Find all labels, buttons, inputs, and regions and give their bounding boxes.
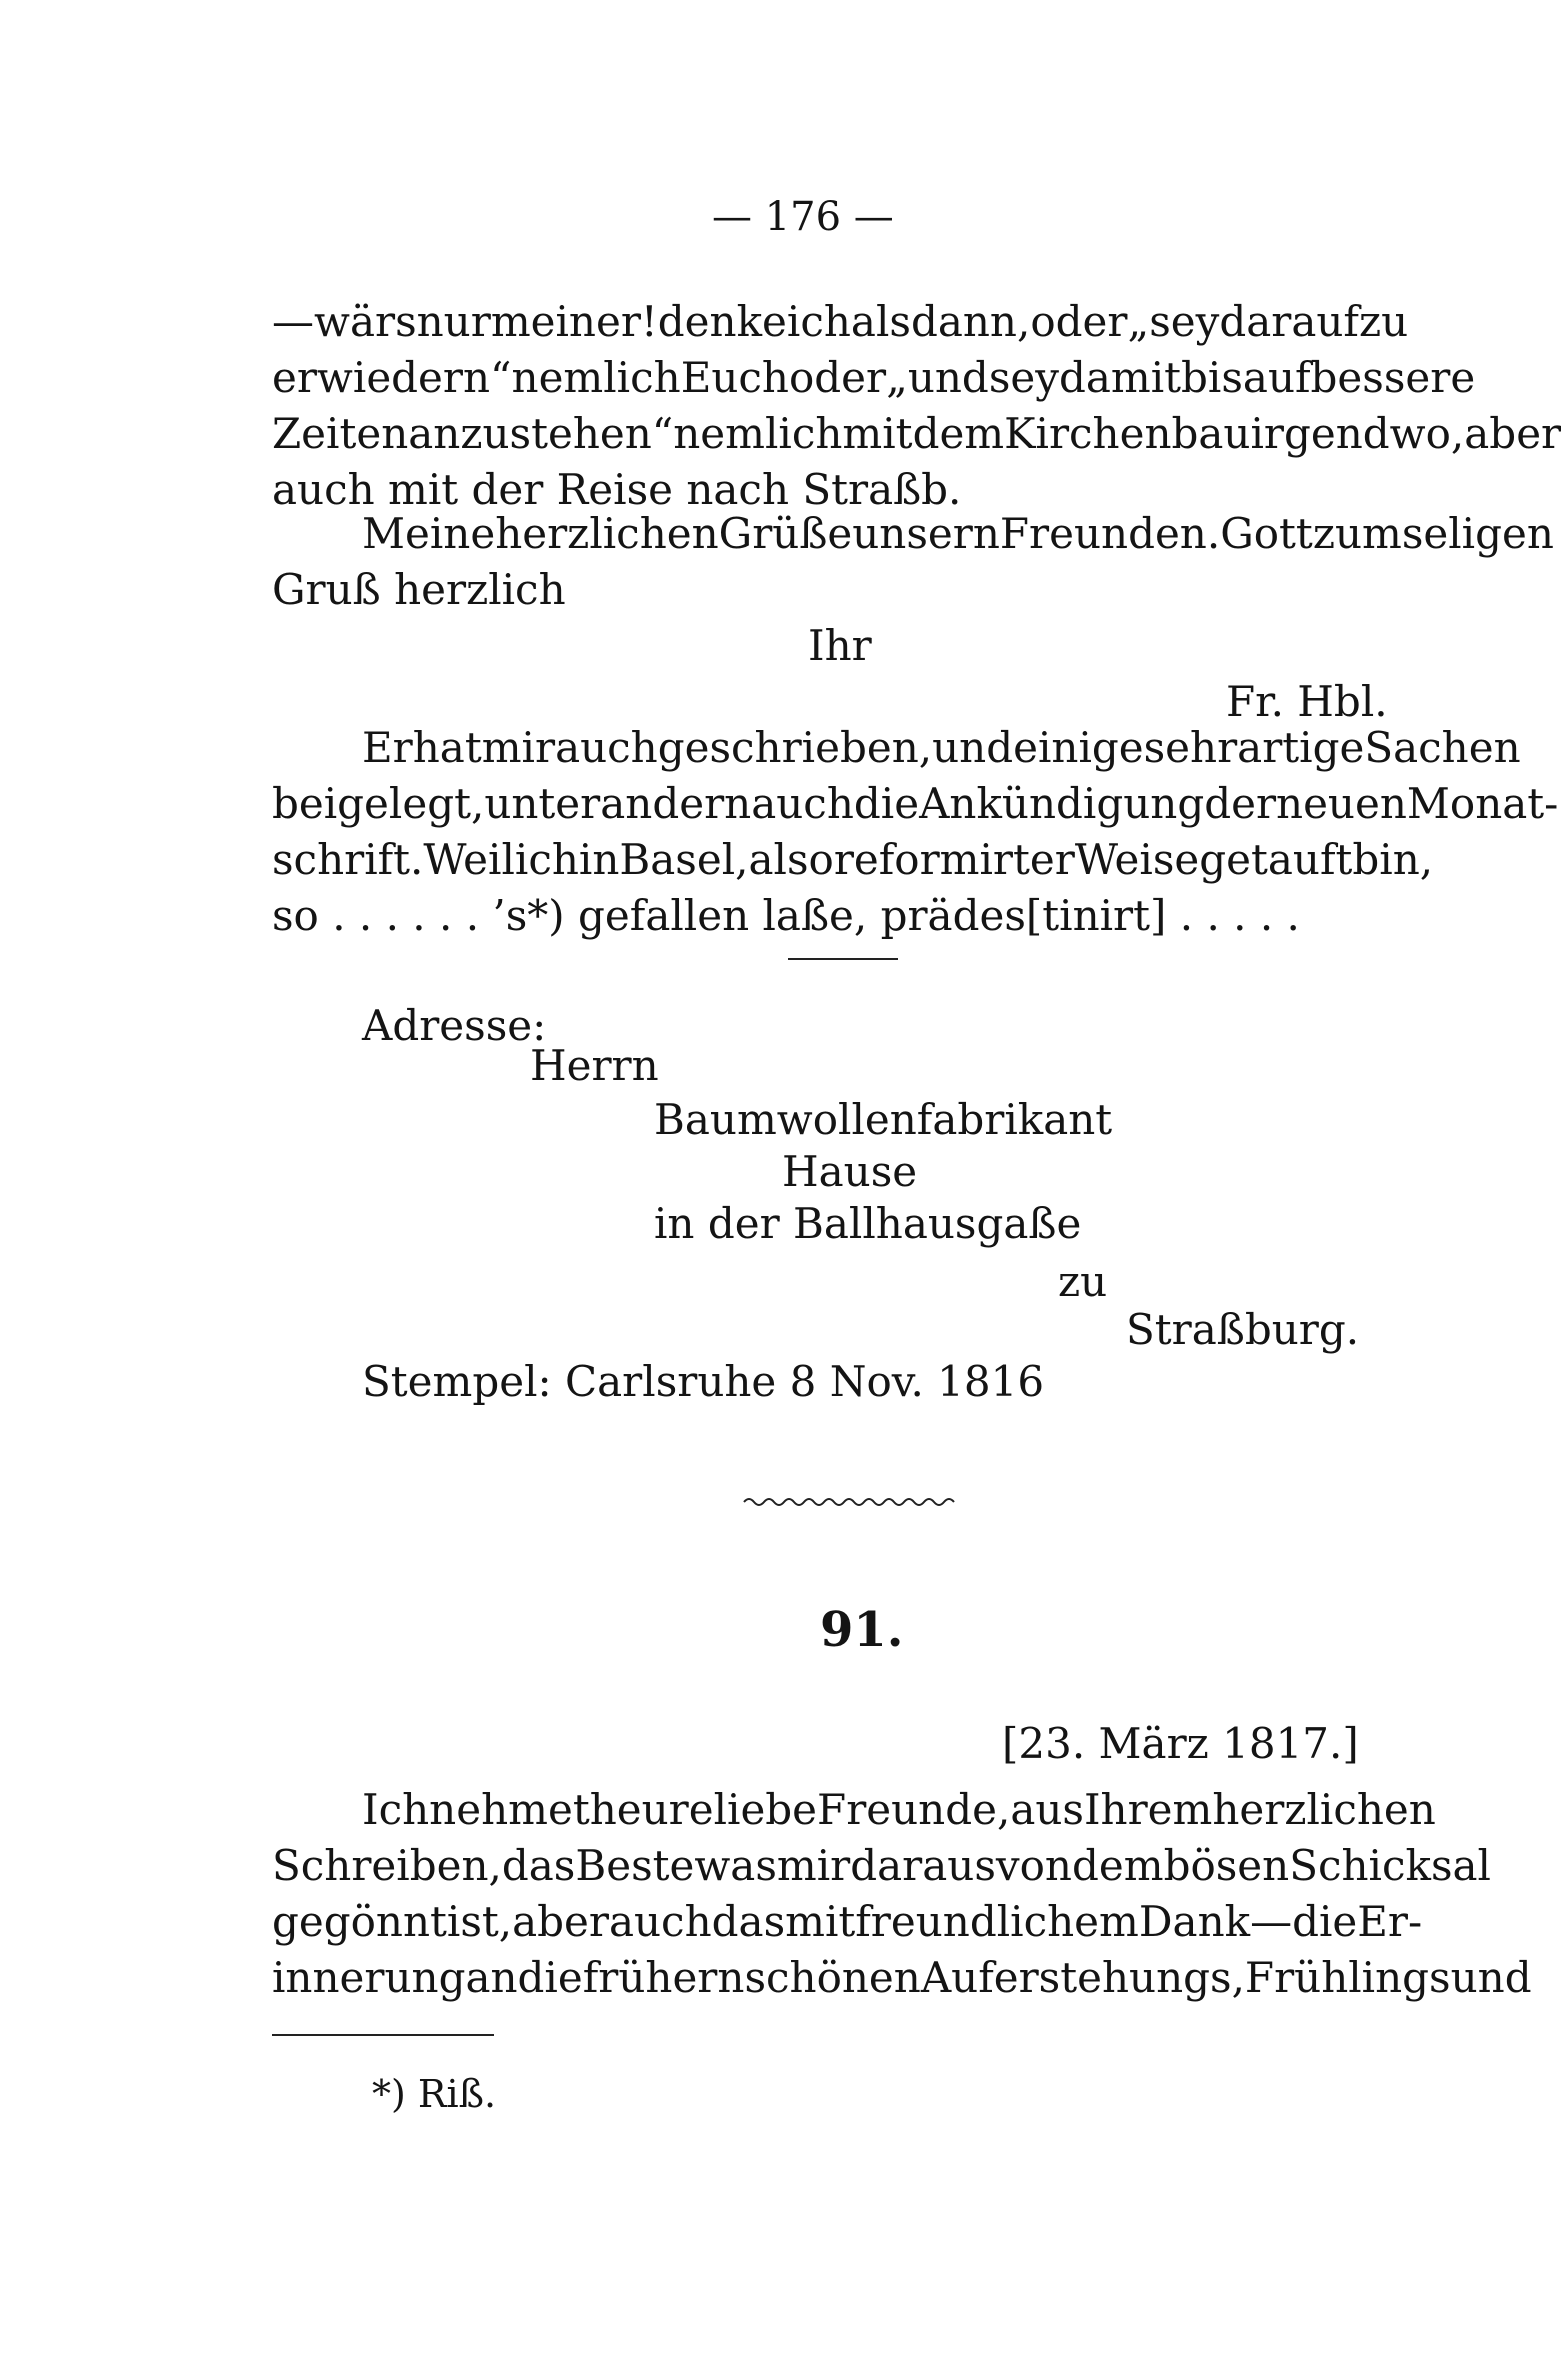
address-line: Hause xyxy=(782,1147,918,1196)
footnote: *) Riß. xyxy=(372,2072,497,2116)
body-line: — wärs nur meiner! denke ich alsdann, oder „sey darauf zu xyxy=(272,297,1409,346)
body-line: erwiedern“ nemlich Euch oder „und sey damit bis auf bessere xyxy=(272,353,1476,402)
body-line: Ich nehme theure liebe Freunde, aus Ihrem herzlichen xyxy=(362,1785,1436,1834)
body-line: Zeiten anzustehen“ nemlich mit dem Kirchenbau irgendwo, aber xyxy=(272,409,1561,458)
closing: Ihr xyxy=(808,621,872,670)
address-line: in der Ballhausgaße xyxy=(654,1199,1082,1248)
letter-number: 91. xyxy=(820,1602,904,1658)
postscript-line: beigelegt, unter andern auch die Ankündigung der neuen Monat- xyxy=(272,779,1559,828)
letter-date: [23. März 1817.] xyxy=(1002,1719,1359,1768)
footnote-rule xyxy=(272,2034,494,2036)
body-line: innerung an die frühern schönen Auferstehungs, Frühlings und xyxy=(272,1953,1532,2002)
greeting-line: Gruß herzlich xyxy=(272,565,566,614)
page-number: — 176 — xyxy=(712,194,894,240)
address-line: zu xyxy=(1058,1257,1108,1306)
address-label: Adresse: xyxy=(362,1001,547,1050)
signature: Fr. Hbl. xyxy=(1226,677,1388,726)
body-line: auch mit der Reise nach Straßb. xyxy=(272,465,962,514)
address-line: Herrn xyxy=(530,1041,659,1090)
separator-rule xyxy=(788,958,898,960)
body-line: Schreiben, das Beste was mir daraus von dem bösen Schicksal xyxy=(272,1841,1491,1890)
body-line: gegönnt ist, aber auch das mit freundlichem Dank — die Er- xyxy=(272,1897,1423,1946)
postscript-line: Er hat mir auch geschrieben, und einige sehr artige Sachen xyxy=(362,723,1521,772)
address-line: Baumwollenfabrikant xyxy=(654,1095,1113,1144)
postscript-line: schrift. Weil ich in Basel, also reformirter Weise getauft bin, xyxy=(272,835,1434,884)
greeting-line: Meine herzlichen Grüße unsern Freunden. Gott zum seligen xyxy=(362,509,1554,558)
postscript-line: so . . . . . . ’s*) gefallen laße, prädes[tinirt] . . . . . xyxy=(272,891,1300,940)
wavy-divider xyxy=(744,1494,954,1510)
postmark-stamp: Stempel: Carlsruhe 8 Nov. 1816 xyxy=(362,1357,1045,1406)
address-city: Straßburg. xyxy=(1126,1305,1360,1354)
